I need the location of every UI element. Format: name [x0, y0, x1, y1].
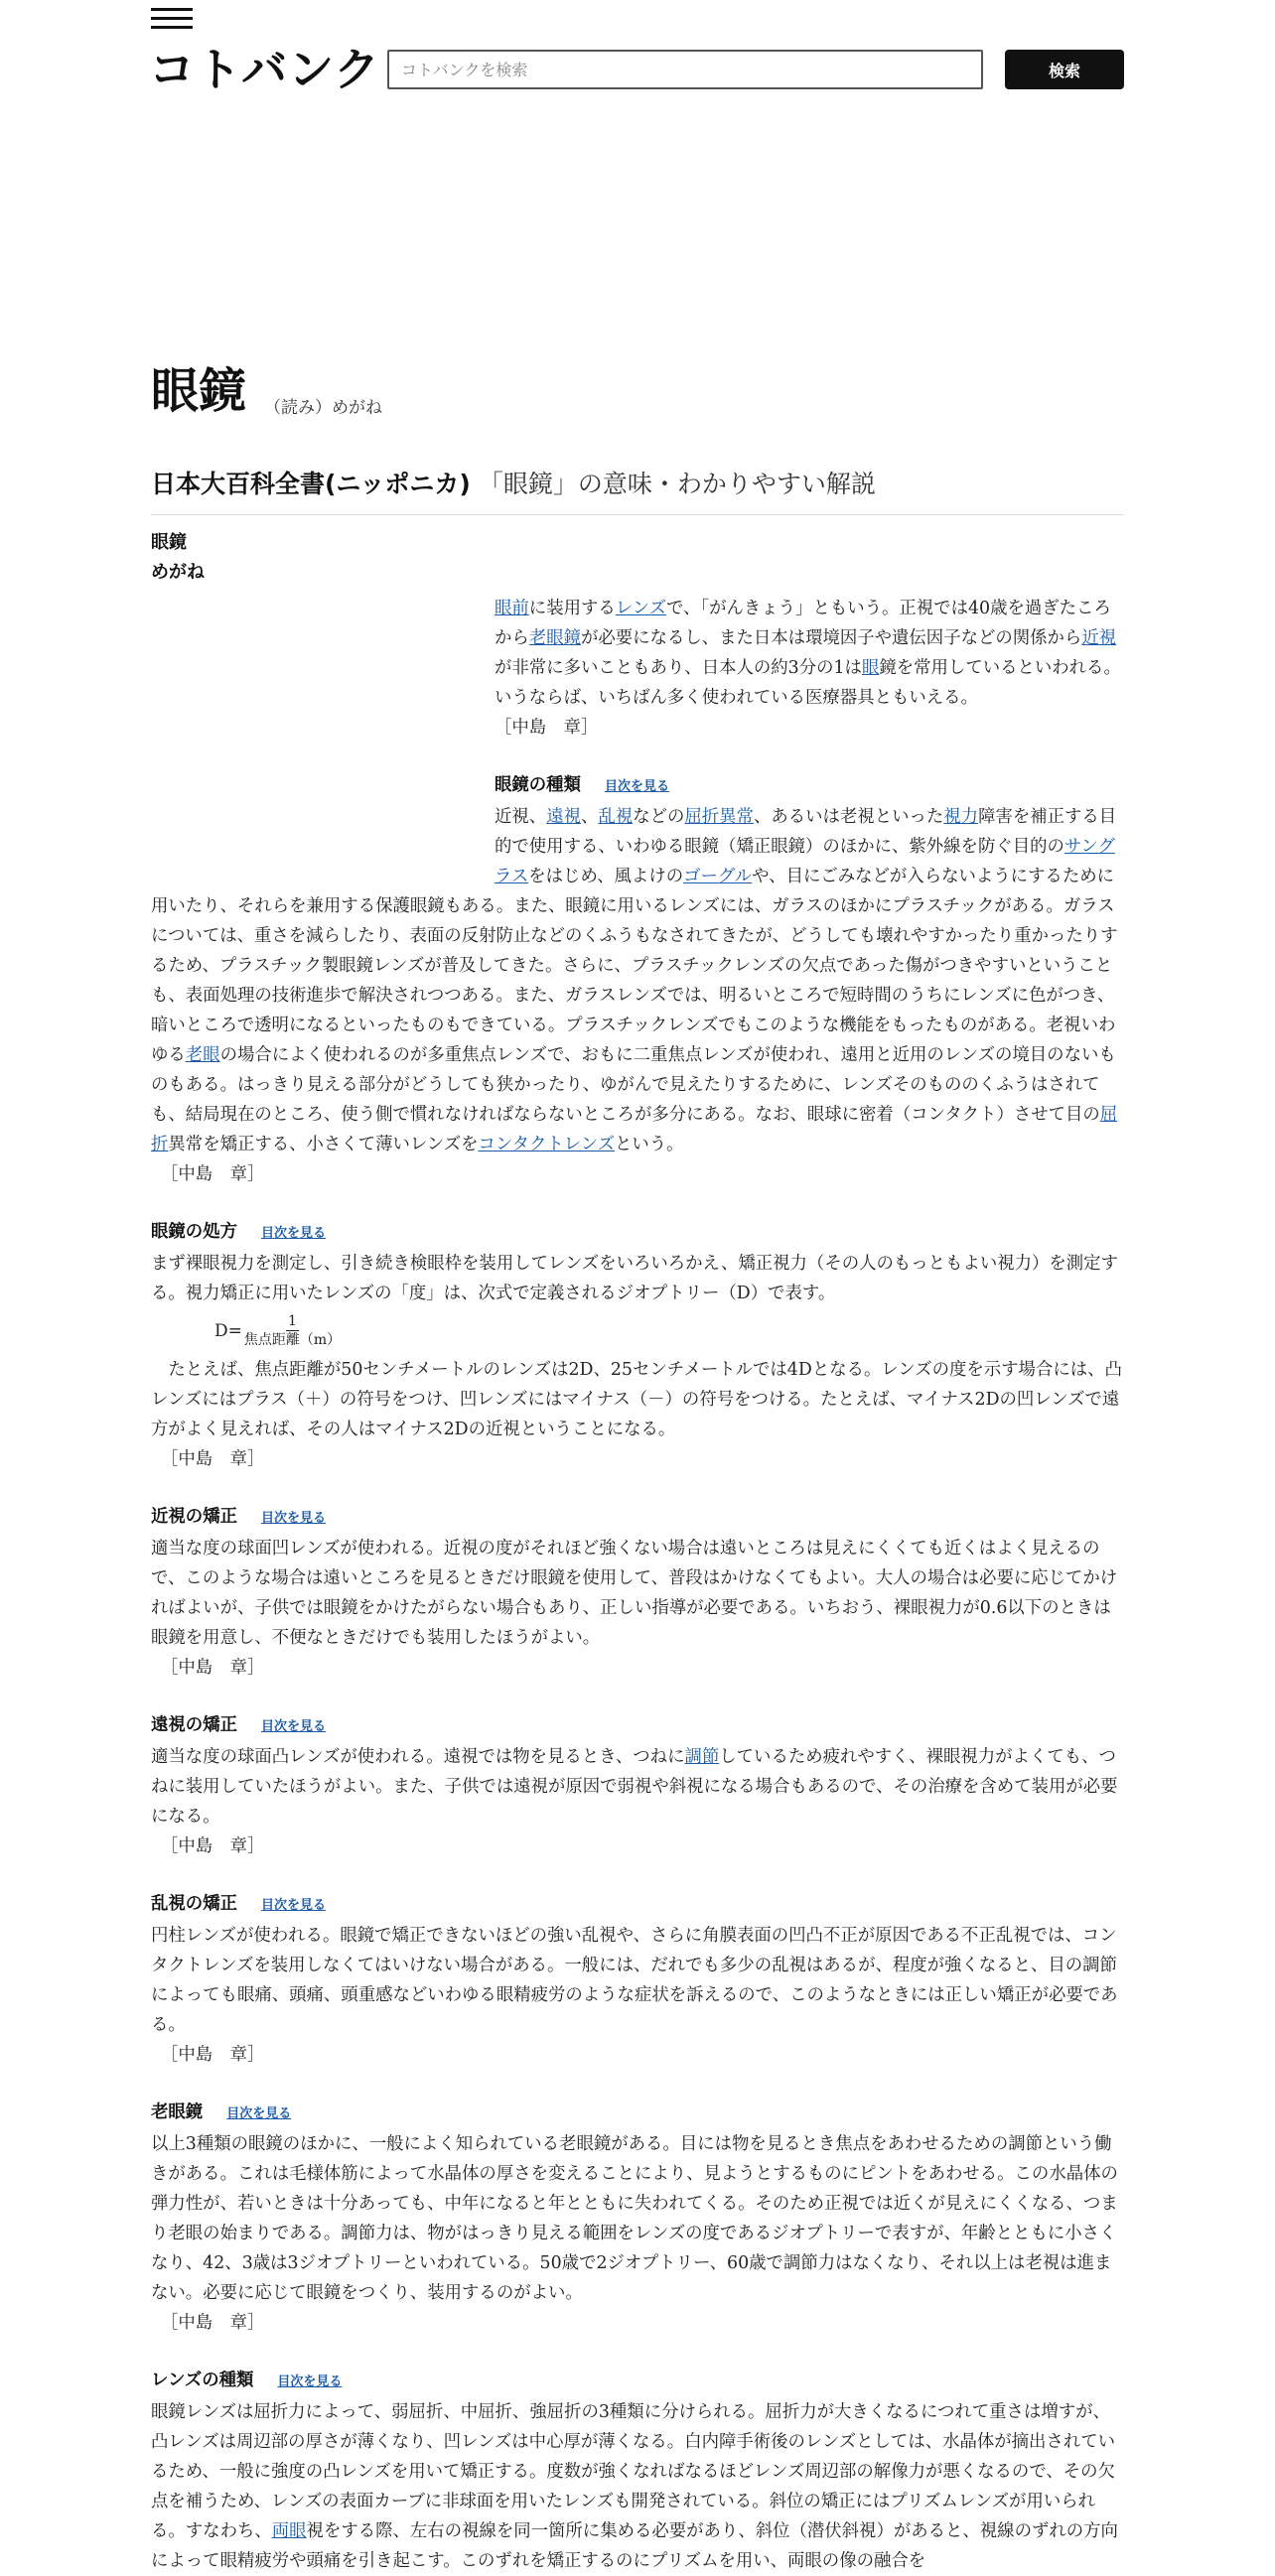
link-ranshi[interactable]: 乱視	[598, 807, 634, 827]
section-paragraph: たとえば、焦点距離が50センチメートルのレンズは2D、25センチメートルでは4Dとなる。レンズの度を示す場合には、凸レンズにはプラス（＋）の符号をつけ、凹レンズにはマイナス（－）の符号をつける。たとえば、マイナス2Dの凹レンズで遠方がよく見えれば、その人はマイナス2Dの近視ということになる。	[151, 1360, 1122, 1439]
search-button[interactable]: 検索	[1005, 50, 1124, 89]
link-lens[interactable]: レンズ	[615, 599, 666, 618]
link-kinshi[interactable]: 近視	[1081, 628, 1117, 648]
site-logo[interactable]: コトバンク	[149, 43, 381, 96]
link-ganzen[interactable]: 眼前	[495, 599, 529, 618]
toc-link[interactable]: 目次を見る	[226, 2106, 292, 2121]
section-heading-astigmatism	[151, 1889, 1124, 1921]
page-title: 眼鏡	[151, 363, 247, 419]
section-title: 老眼鏡	[151, 2102, 204, 2122]
section-title: 眼鏡の種類	[495, 775, 581, 795]
section-paragraph: 以上3種類の眼鏡のほかに、一般によく知られている老眼鏡がある。目には物を見るとき焦点をあわせるための調節という働きがある。これは毛様体筋によって水晶体の厚さを変えることにより、見ようとするものにピントをあわせる。この水晶体の弾力性が、若いときは十分あっても、中年になると年とともに失われてくる。そのため正視では近くが見えにくくなる、つまり老眼の始まりである。調節力は、物がはっきり見える範囲をレンズの度であるジオプトリーで表すが、年齢とともに小さくなり、42、3歳は3ジオプトリーといわれている。50歳で2ジオプトリー、60歳で調節力はなくなり、それ以上は老視は進まない。必要に応じて眼鏡をつくり、装用するのがよい。	[151, 2134, 1118, 2303]
author-credit: ［中島 章］	[161, 1449, 265, 1469]
section-title: 乱視の矯正	[151, 1894, 237, 1914]
link-contact-lens[interactable]: コンタクトレンズ	[478, 1135, 615, 1154]
link-rogan[interactable]: 老眼	[185, 1045, 220, 1065]
link-ryogan[interactable]: 両眼	[271, 2521, 307, 2541]
text: 、あるいは老視といった	[753, 807, 944, 827]
author-credit: ［中島 章］	[161, 2045, 265, 2065]
ad-space	[151, 594, 495, 878]
text: 視をする際、左右の視線を同一箇所に集める必要があり、斜位（潜伏斜視）があると、視線のずれの方向によって眼精疲労や頭痛を引き起こす。このずれを矯正するのにプリズムを用い、両眼の像の融合を	[151, 2521, 1118, 2571]
section-title: 眼鏡の処方	[151, 1222, 237, 1242]
author-credit: ［中島 章］	[495, 718, 599, 738]
formula-numerator: 1	[288, 1313, 297, 1329]
hamburger-menu-icon[interactable]	[151, 8, 193, 32]
link-me[interactable]: 眼	[861, 658, 880, 678]
link-shiryoku[interactable]: 視力	[943, 807, 979, 827]
formula-fraction	[244, 1312, 341, 1349]
author-credit: ［中島 章］	[161, 2313, 265, 2333]
text: をはじめ、風よけの	[528, 867, 684, 886]
toc-link[interactable]: 目次を見る	[260, 1511, 326, 1526]
author-credit: ［中島 章］	[161, 1164, 265, 1184]
formula-denominator: 焦点距離（m）	[243, 1332, 342, 1348]
text: 障害を補正する目的で使用する、いわゆる眼鏡（矯正眼鏡）のほかに、紫外線を防ぐ目的の	[495, 807, 1117, 857]
section-paragraph	[151, 1742, 1124, 1831]
term-reading: めがね	[151, 562, 205, 583]
search-input[interactable]	[387, 50, 983, 89]
section-heading-lens-types	[151, 2366, 1124, 2397]
source-heading	[151, 467, 876, 502]
text: しているため疲れやすく、裸眼視力がよくても、つねに装用していたほうがよい。また、子供では遠視が原因で弱視や斜視になる場合もあるので、その治療を含めて装用が必要になる。	[151, 1747, 1118, 1827]
section-paragraph	[151, 2397, 1124, 2576]
section-heading-prescription	[151, 1217, 1124, 1249]
author-credit: ［中島 章］	[161, 1658, 265, 1678]
text: の場合によく使われるのが多重焦点レンズで、おもに二重焦点レンズが使われ、遠用と近用のレンズの境目のないものもある。はっきり見える部分がどうしても狭かったり、ゆがんで見えたりするために、レンズそのもののくふうはされても、結局現在のところ、使う側で慣れなければならないところが多分にある。なお、眼球に密着（コンタクト）させて目の	[151, 1045, 1116, 1125]
author-credit: ［中島 章］	[161, 1836, 265, 1856]
term: 眼鏡	[151, 532, 187, 553]
section-title: 遠視の矯正	[151, 1715, 237, 1735]
text: 近視、	[495, 807, 547, 827]
section-heading-hyperopia	[151, 1710, 1124, 1742]
text: 眼鏡レンズは屈折力によって、弱屈折、中屈折、強屈折の3種類に分けられる。屈折力が大きくなるにつれて重さは増すが、凸レンズは周辺部の厚さが薄くなり、凹レンズは中心厚が薄くなる。白内障手術後のレンズとしては、水晶体が摘出されているため、一般に強度の凸レンズを用いて矯正する。度数が強くなればなるほどレンズ周辺部の解像力が悪くなるので、その欠点を補うため、レンズの表面カーブに非球面を用いたレンズも開発されている。斜位の矯正にはプリズムレンズが用いられる。すなわち、	[151, 2402, 1116, 2541]
toc-link[interactable]: 目次を見る	[604, 779, 669, 794]
section-heading-reading-glasses	[151, 2098, 1124, 2129]
link-chosetsu[interactable]: 調節	[684, 1747, 720, 1767]
text: などの	[633, 807, 685, 827]
text: 異常を矯正する、小さくて薄いレンズを	[168, 1135, 479, 1154]
text: に装用する	[528, 599, 616, 618]
text: が非常に多いこともあり、日本人の約3分の1は	[495, 658, 862, 678]
text: 鏡を常用しているといわれる。いうならば、いちばん多く使われている医療器具ともいえる。	[495, 658, 1121, 708]
article-body	[151, 594, 1124, 2576]
source-name: 日本大百科全書(ニッポニカ)	[151, 470, 471, 498]
toc-link[interactable]: 目次を見る	[260, 1226, 326, 1241]
link-kussetsu[interactable]: 屈折	[151, 1105, 1118, 1154]
text: という。	[614, 1135, 684, 1154]
toc-link[interactable]: 目次を見る	[260, 1719, 326, 1734]
text: で、「がんきょう」ともいう。正視では40歳を過ぎたころから	[495, 599, 1111, 648]
title-reading: （読み）めがね	[264, 398, 382, 418]
source-suffix: 「眼鏡」の意味・わかりやすい解説	[478, 470, 876, 498]
link-goggles[interactable]: ゴーグル	[683, 867, 753, 886]
link-roganky[interactable]: 老眼鏡	[528, 628, 581, 648]
divider	[151, 514, 1124, 515]
section-paragraph: 適当な度の球面凹レンズが使われる。近視の度がそれほど強くない場合は遠いところは見えにくくても近くはよく見えるので、このような場合は遠いところを見るときだけ眼鏡を使用して、普段はかけなくてもよい。大人の場合は必要に応じてかければよいが、子供では眼鏡をかけたがらない場合もあり、正しい指導が必要である。いちおう、裸眼視力が0.6以下のときは眼鏡を用意し、不便なときだけでも装用したほうがよい。	[151, 1539, 1118, 1648]
term-header	[151, 528, 205, 588]
text: や、目にごみなどが入らないようにするために用いたり、それらを兼用する保護眼鏡もある。また、眼鏡に用いるレンズには、ガラスのほかにプラスチックがある。ガラスについては、重さを減らしたり、表面の反射防止などのくふうもなされてきたが、どうしても壊れやすかったり重かったりするため、プラスチック製眼鏡レンズが普及してきた。さらに、プラスチックレンズの欠点であった傷がつきやすいということも、表面処理の技術進歩で解決されつつある。また、ガラスレンズでは、明るいところで短時間のうちにレンズに色がつき、暗いところで透明になるといったものもできている。プラスチックレンズでもこのような機能をもったものがある。老視いわゆる	[151, 867, 1118, 1065]
text: が必要になるし、また日本は環境因子や遺伝因子などの関係から	[580, 628, 1082, 648]
toc-link[interactable]: 目次を見る	[260, 1898, 326, 1913]
text: 、	[580, 807, 599, 827]
section-paragraph: まず裸眼視力を測定し、引き続き検眼枠を装用してレンズをいろいろかえ、矯正視力（その人のもっともよい視力）を測定する。視力矯正に用いたレンズの「度」は、次式で定義されるジオプトリー（D）で表す。	[151, 1254, 1118, 1303]
link-sunglasses[interactable]: サングラス	[495, 837, 1115, 886]
section-heading-myopia	[151, 1502, 1124, 1534]
link-kussetsu-ijo[interactable]: 屈折異常	[684, 807, 754, 827]
text: 適当な度の球面凸レンズが使われる。遠視では物を見るとき、つねに	[151, 1747, 685, 1767]
toc-link[interactable]: 目次を見る	[277, 2374, 343, 2389]
section-title: レンズの種類	[151, 2371, 254, 2390]
section-paragraph: 円柱レンズが使われる。眼鏡で矯正できないほどの強い乱視や、さらに角膜表面の凹凸不正が原因である不正乱視では、コンタクトレンズを装用しなくてはいけない場合がある。一般には、だれでも多少の乱視はあるが、程度が強くなると、目の調節によっても眼痛、頭痛、頭重感などいわゆる眼精疲労のような症状を訴えるので、このようなときには正しい矯正が必要である。	[151, 1926, 1118, 2035]
formula-lhs: D=	[214, 1320, 242, 1341]
diopter-formula	[214, 1312, 1124, 1349]
link-enshi[interactable]: 遠視	[546, 807, 581, 827]
section-title: 近視の矯正	[151, 1507, 237, 1527]
